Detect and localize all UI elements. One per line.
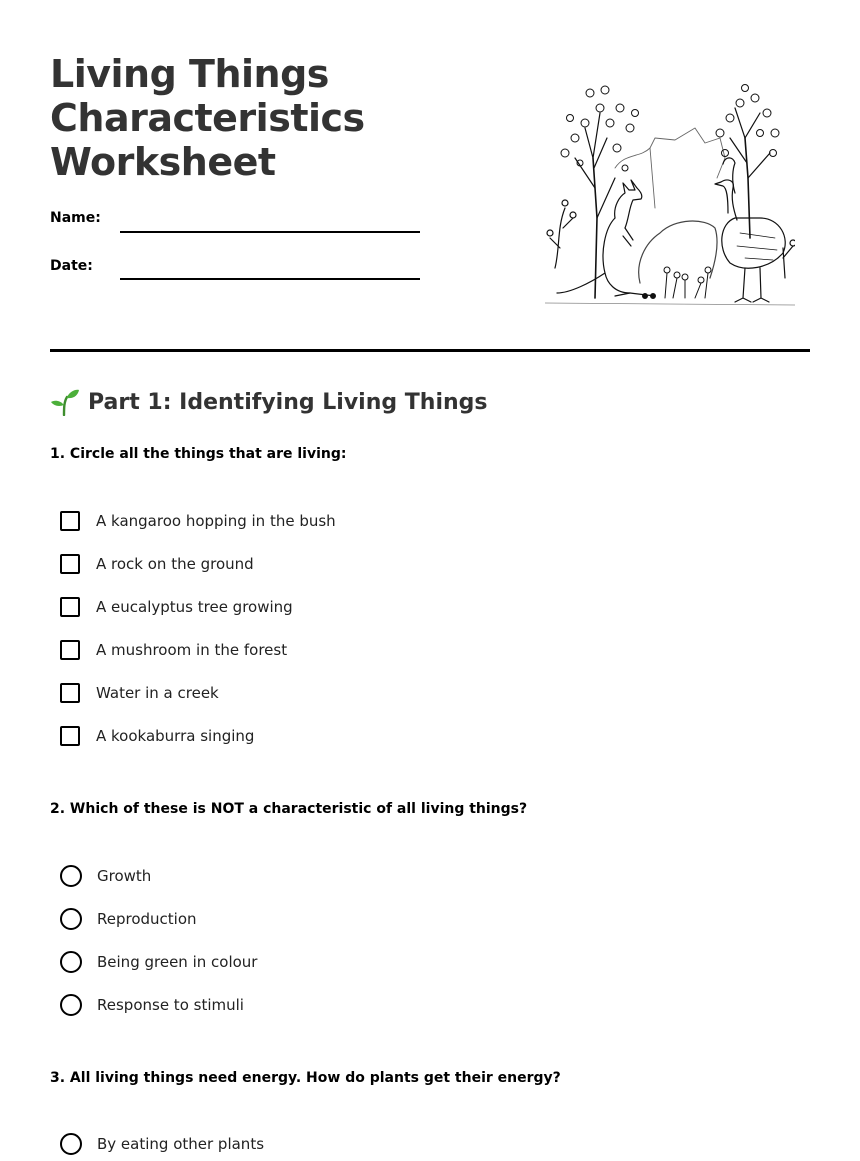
checkbox[interactable] — [60, 597, 80, 617]
name-label: Name: — [50, 210, 101, 226]
q3-option-label: By eating other plants — [97, 1135, 265, 1153]
checkbox[interactable] — [60, 640, 80, 660]
part1-heading — [50, 388, 488, 416]
q1-option-label: A kangaroo hopping in the bush — [96, 512, 336, 530]
q2-option-label: Response to stimuli — [97, 996, 244, 1014]
title-line-1: Living Things — [50, 52, 329, 96]
q2-option-label: Being green in colour — [97, 953, 258, 971]
q1-option[interactable] — [60, 597, 293, 617]
q1-option[interactable] — [60, 554, 254, 574]
q1-option-label: Water in a creek — [96, 684, 219, 702]
q2-option-label: Reproduction — [97, 910, 197, 928]
q1-option-label: A eucalyptus tree growing — [96, 598, 293, 616]
radio-button[interactable] — [60, 865, 82, 887]
q1-option[interactable] — [60, 640, 287, 660]
q1-option[interactable] — [60, 511, 336, 531]
bush-illustration — [545, 68, 795, 313]
question-3: 3. All living things need energy. How do plants get their energy? — [50, 1070, 561, 1086]
q2-option[interactable] — [60, 994, 244, 1016]
checkbox[interactable] — [60, 511, 80, 531]
q1-option[interactable] — [60, 726, 254, 746]
checkbox[interactable] — [60, 726, 80, 746]
header-divider — [50, 349, 810, 352]
name-field[interactable] — [120, 231, 420, 233]
q2-option[interactable] — [60, 908, 197, 930]
radio-button[interactable] — [60, 1133, 82, 1155]
q3-option[interactable] — [60, 1133, 264, 1155]
q1-option[interactable] — [60, 683, 219, 703]
question-1: 1. Circle all the things that are living: — [50, 446, 347, 462]
radio-button[interactable] — [60, 908, 82, 930]
q2-option[interactable] — [60, 865, 151, 887]
title-line-3: Worksheet — [50, 140, 276, 184]
q1-option-label: A kookaburra singing — [96, 727, 255, 745]
q2-option-label: Growth — [97, 867, 152, 885]
q1-option-label: A mushroom in the forest — [96, 641, 288, 659]
q1-option-label: A rock on the ground — [96, 555, 254, 573]
seedling-icon — [50, 388, 80, 416]
date-label: Date: — [50, 258, 93, 274]
checkbox[interactable] — [60, 683, 80, 703]
radio-button[interactable] — [60, 951, 82, 973]
question-2: 2. Which of these is NOT a characteristic of all living things? — [50, 801, 528, 817]
radio-button[interactable] — [60, 994, 82, 1016]
q2-option[interactable] — [60, 951, 257, 973]
worksheet-title — [50, 52, 470, 184]
title-line-2: Characteristics — [50, 96, 365, 140]
date-field[interactable] — [120, 278, 420, 280]
part1-title: Part 1: Identifying Living Things — [88, 389, 488, 415]
checkbox[interactable] — [60, 554, 80, 574]
